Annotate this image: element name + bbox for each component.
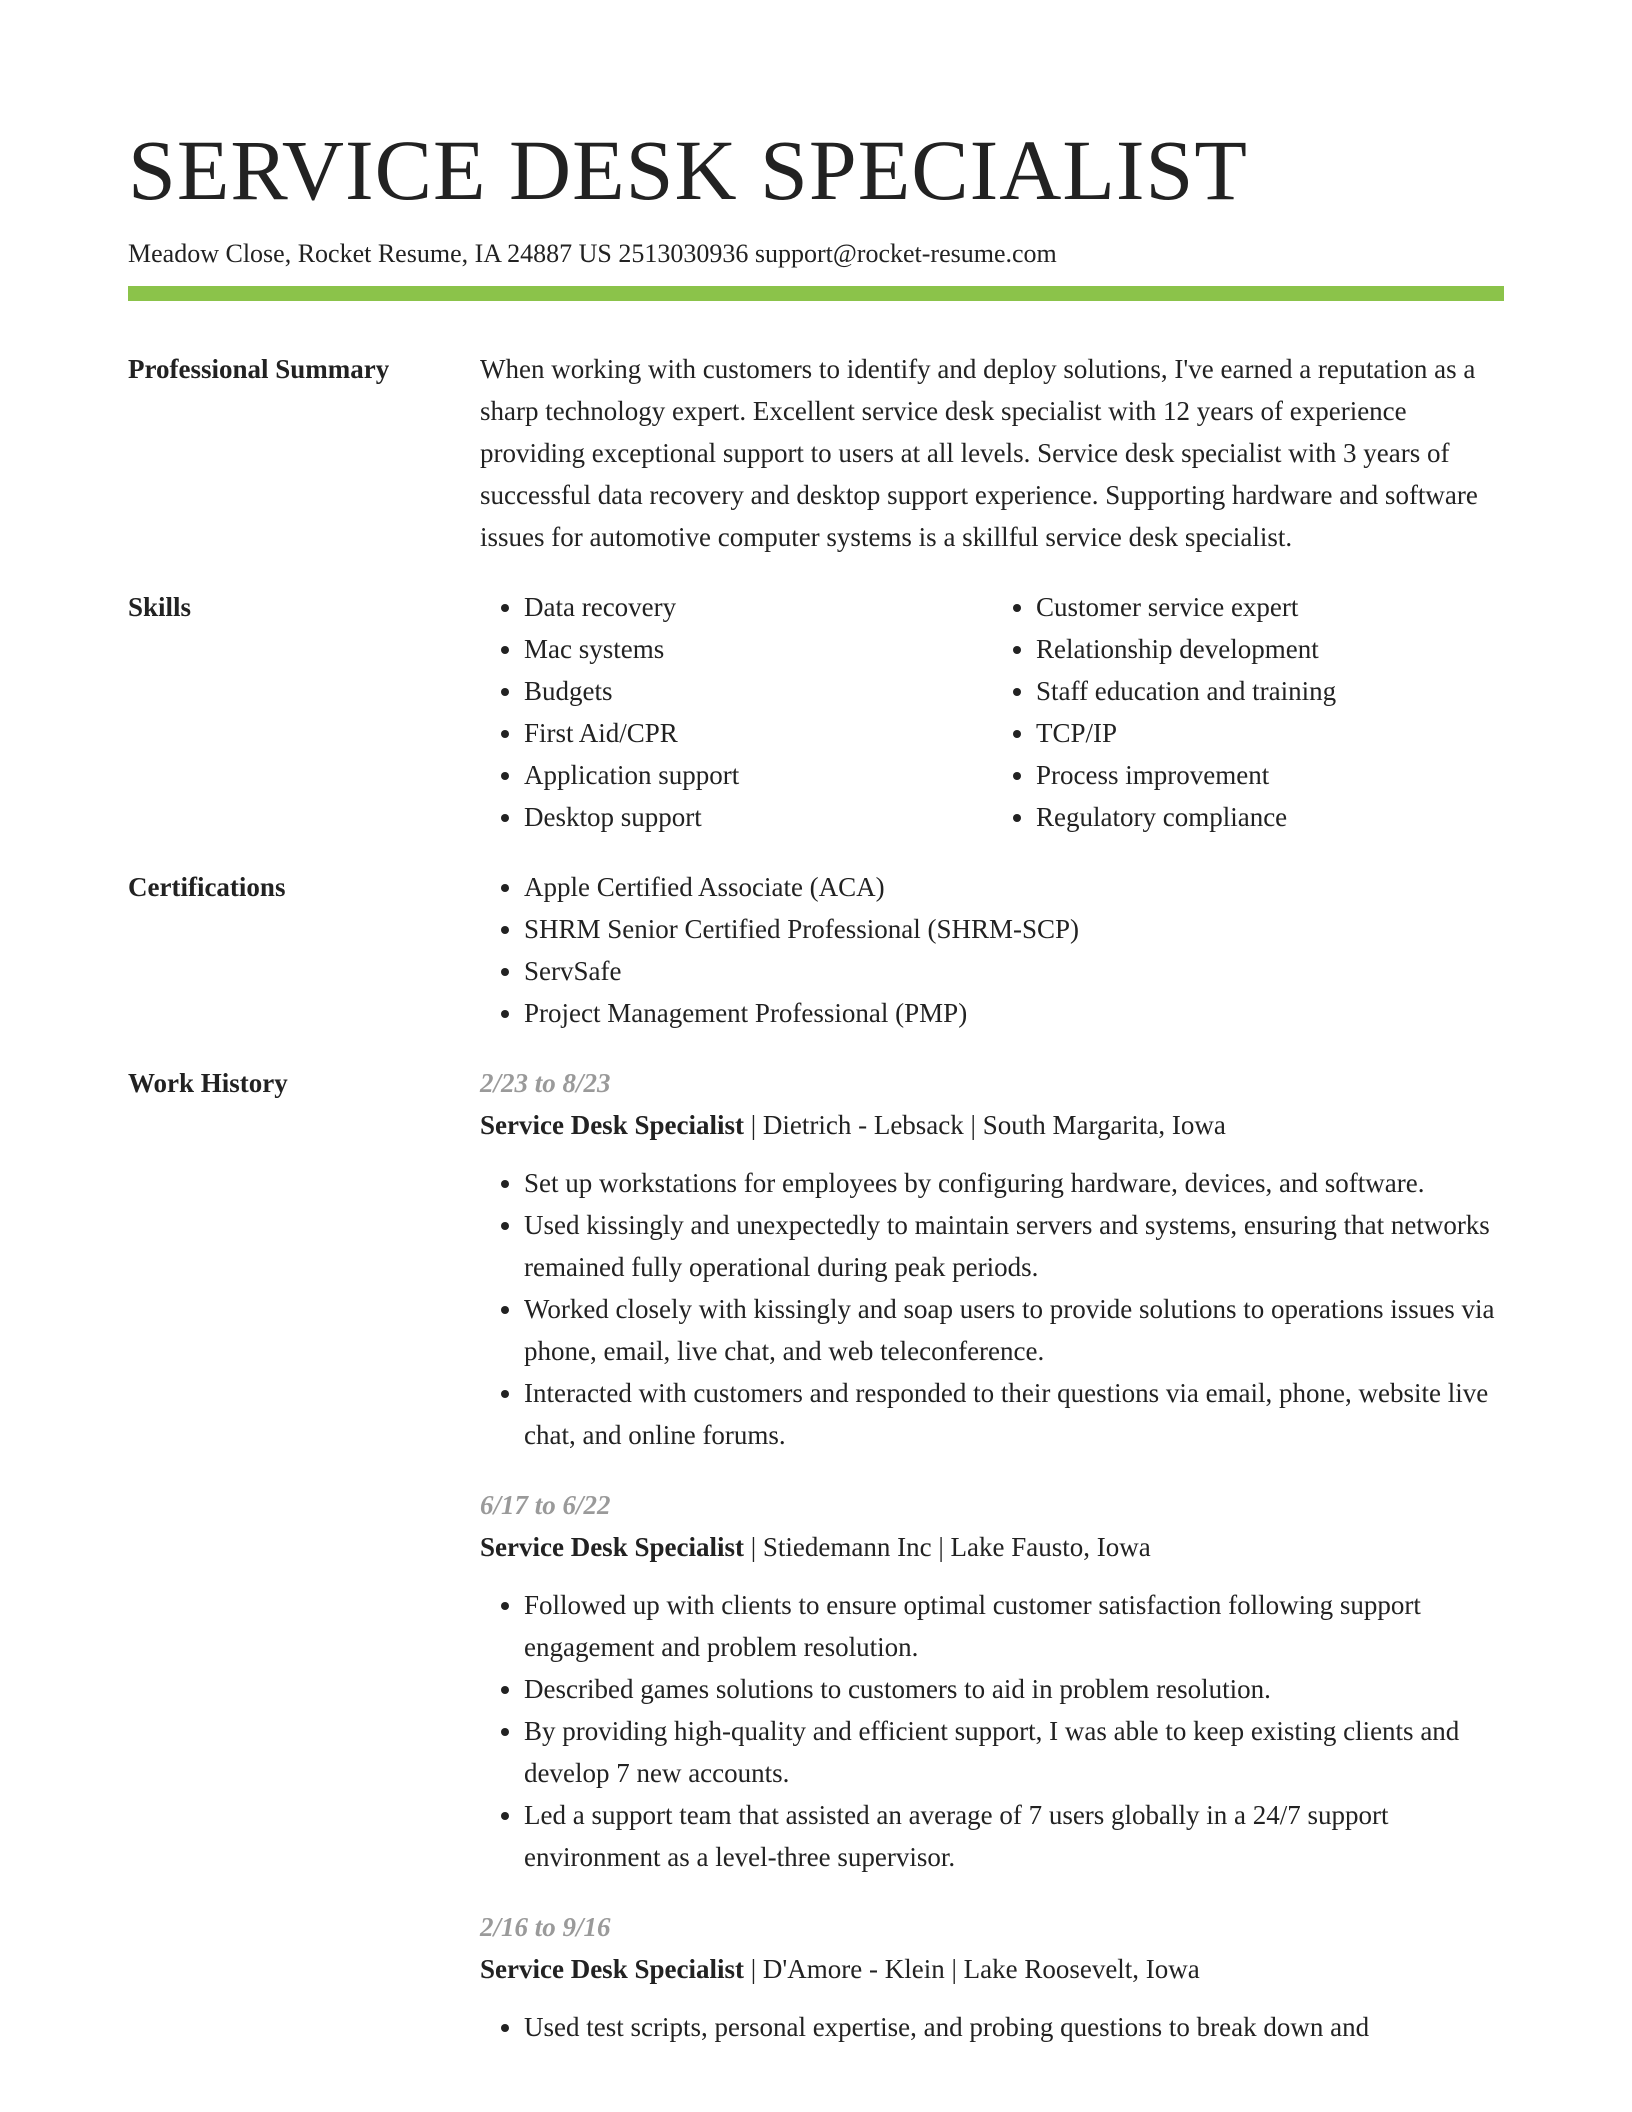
section-heading: Skills [128, 592, 192, 622]
certifications-body [480, 866, 1504, 1034]
job-entry [480, 1484, 1504, 1878]
job-company: Stiedemann Inc [762, 1532, 932, 1562]
job-location: Lake Fausto, Iowa [950, 1532, 1151, 1562]
skill-item: • Process improvement [1036, 754, 1504, 796]
skills-section [128, 586, 1504, 838]
job-title: Service Desk Specialist [480, 1110, 744, 1140]
skills-list-right [992, 586, 1504, 838]
job-bullet: • Followed up with clients to ensure optimal customer satisfaction following support engagement and problem resolution. [524, 1584, 1504, 1668]
job-bullet: • Used kissingly and unexpectedly to maintain servers and systems, ensuring that networks remained fully operational during peak periods. [524, 1204, 1504, 1288]
job-bullets [480, 2006, 1504, 2048]
job-location: Lake Roosevelt, Iowa [963, 1954, 1200, 1984]
contact-email: support@rocket-resume.com [754, 239, 1057, 268]
section-heading: Work History [128, 1068, 288, 1098]
contact-phone: 2513030936 [618, 239, 749, 268]
job-entry [480, 1062, 1504, 1456]
certifications-section [128, 866, 1504, 1034]
resume-title: SERVICE DESK SPECIALIST [128, 122, 1248, 218]
skill-item: • First Aid/CPR [524, 712, 992, 754]
job-title: Service Desk Specialist [480, 1954, 744, 1984]
skill-item: • Application support [524, 754, 992, 796]
section-heading: Certifications [128, 872, 286, 902]
job-bullet: • Led a support team that assisted an average of 7 users globally in a 24/7 support environment as a level-three supervisor. [524, 1794, 1504, 1878]
job-bullets [480, 1162, 1504, 1456]
skills-body [480, 586, 1504, 838]
contact-line [128, 236, 1504, 272]
certification-item: • SHRM Senior Certified Professional (SHRM-SCP) [524, 908, 1504, 950]
job-dates: 2/23 to 8/23 [480, 1068, 611, 1098]
job-bullet: • Described games solutions to customers to aid in problem resolution. [524, 1668, 1504, 1710]
skill-item: • TCP/IP [1036, 712, 1504, 754]
skill-item: • Regulatory compliance [1036, 796, 1504, 838]
job-entry [480, 1906, 1504, 2048]
job-bullet: • By providing high-quality and efficient support, I was able to keep existing clients and develop 7 new accounts. [524, 1710, 1504, 1794]
skill-item: • Relationship development [1036, 628, 1504, 670]
work-history-body [480, 1062, 1504, 2076]
work-history-section [128, 1062, 1504, 2076]
job-company: Dietrich - Lebsack [762, 1110, 964, 1140]
certification-item: • Project Management Professional (PMP) [524, 992, 1504, 1034]
header-divider [128, 286, 1504, 301]
job-company: D'Amore - Klein [762, 1954, 945, 1984]
job-bullet: • Worked closely with kissingly and soap users to provide solutions to operations issues via phone, email, live chat, and web teleconference. [524, 1288, 1504, 1372]
summary-section [128, 348, 1504, 558]
skill-item: • Desktop support [524, 796, 992, 838]
job-bullets [480, 1584, 1504, 1878]
job-dates: 6/17 to 6/22 [480, 1490, 611, 1520]
job-bullet: • Used test scripts, personal expertise, and probing questions to break down and [524, 2006, 1504, 2048]
skill-item: • Mac systems [524, 628, 992, 670]
certifications-list [480, 866, 1504, 1034]
skill-item: • Data recovery [524, 586, 992, 628]
job-title: Service Desk Specialist [480, 1532, 744, 1562]
job-location: South Margarita, Iowa [982, 1110, 1226, 1140]
section-heading: Professional Summary [128, 354, 390, 384]
resume-header [128, 118, 1504, 272]
job-heading: Service Desk Specialist | D'Amore - Klein | Lake Roosevelt, Iowa [480, 1954, 1200, 1984]
skill-item: • Staff education and training [1036, 670, 1504, 712]
summary-body [480, 348, 1504, 558]
job-dates: 2/16 to 9/16 [480, 1912, 611, 1942]
skill-item: • Budgets [524, 670, 992, 712]
contact-address: Meadow Close, Rocket Resume, IA 24887 US [128, 239, 612, 268]
skill-item: • Customer service expert [1036, 586, 1504, 628]
job-heading: Service Desk Specialist | Stiedemann Inc | Lake Fausto, Iowa [480, 1532, 1151, 1562]
summary-text: When working with customers to identify and deploy solutions, I've earned a reputation as a sharp technology expert. Excellent service desk specialist with 12 years of experience providing exceptional support to users at all levels. Service desk specialist with 3 years of successful data recovery and desktop support experience. Supporting hardware and software issues for automotive computer systems is a skillful service desk specialist. [480, 354, 1478, 552]
certification-item: • Apple Certified Associate (ACA) [524, 866, 1504, 908]
resume-content [128, 348, 1504, 2104]
job-bullet: • Set up workstations for employees by configuring hardware, devices, and software. [524, 1162, 1504, 1204]
job-bullet: • Interacted with customers and responded to their questions via email, phone, website live chat, and online forums. [524, 1372, 1504, 1456]
skills-list-left [480, 586, 992, 838]
job-heading: Service Desk Specialist | Dietrich - Lebsack | South Margarita, Iowa [480, 1110, 1226, 1140]
certification-item: • ServSafe [524, 950, 1504, 992]
